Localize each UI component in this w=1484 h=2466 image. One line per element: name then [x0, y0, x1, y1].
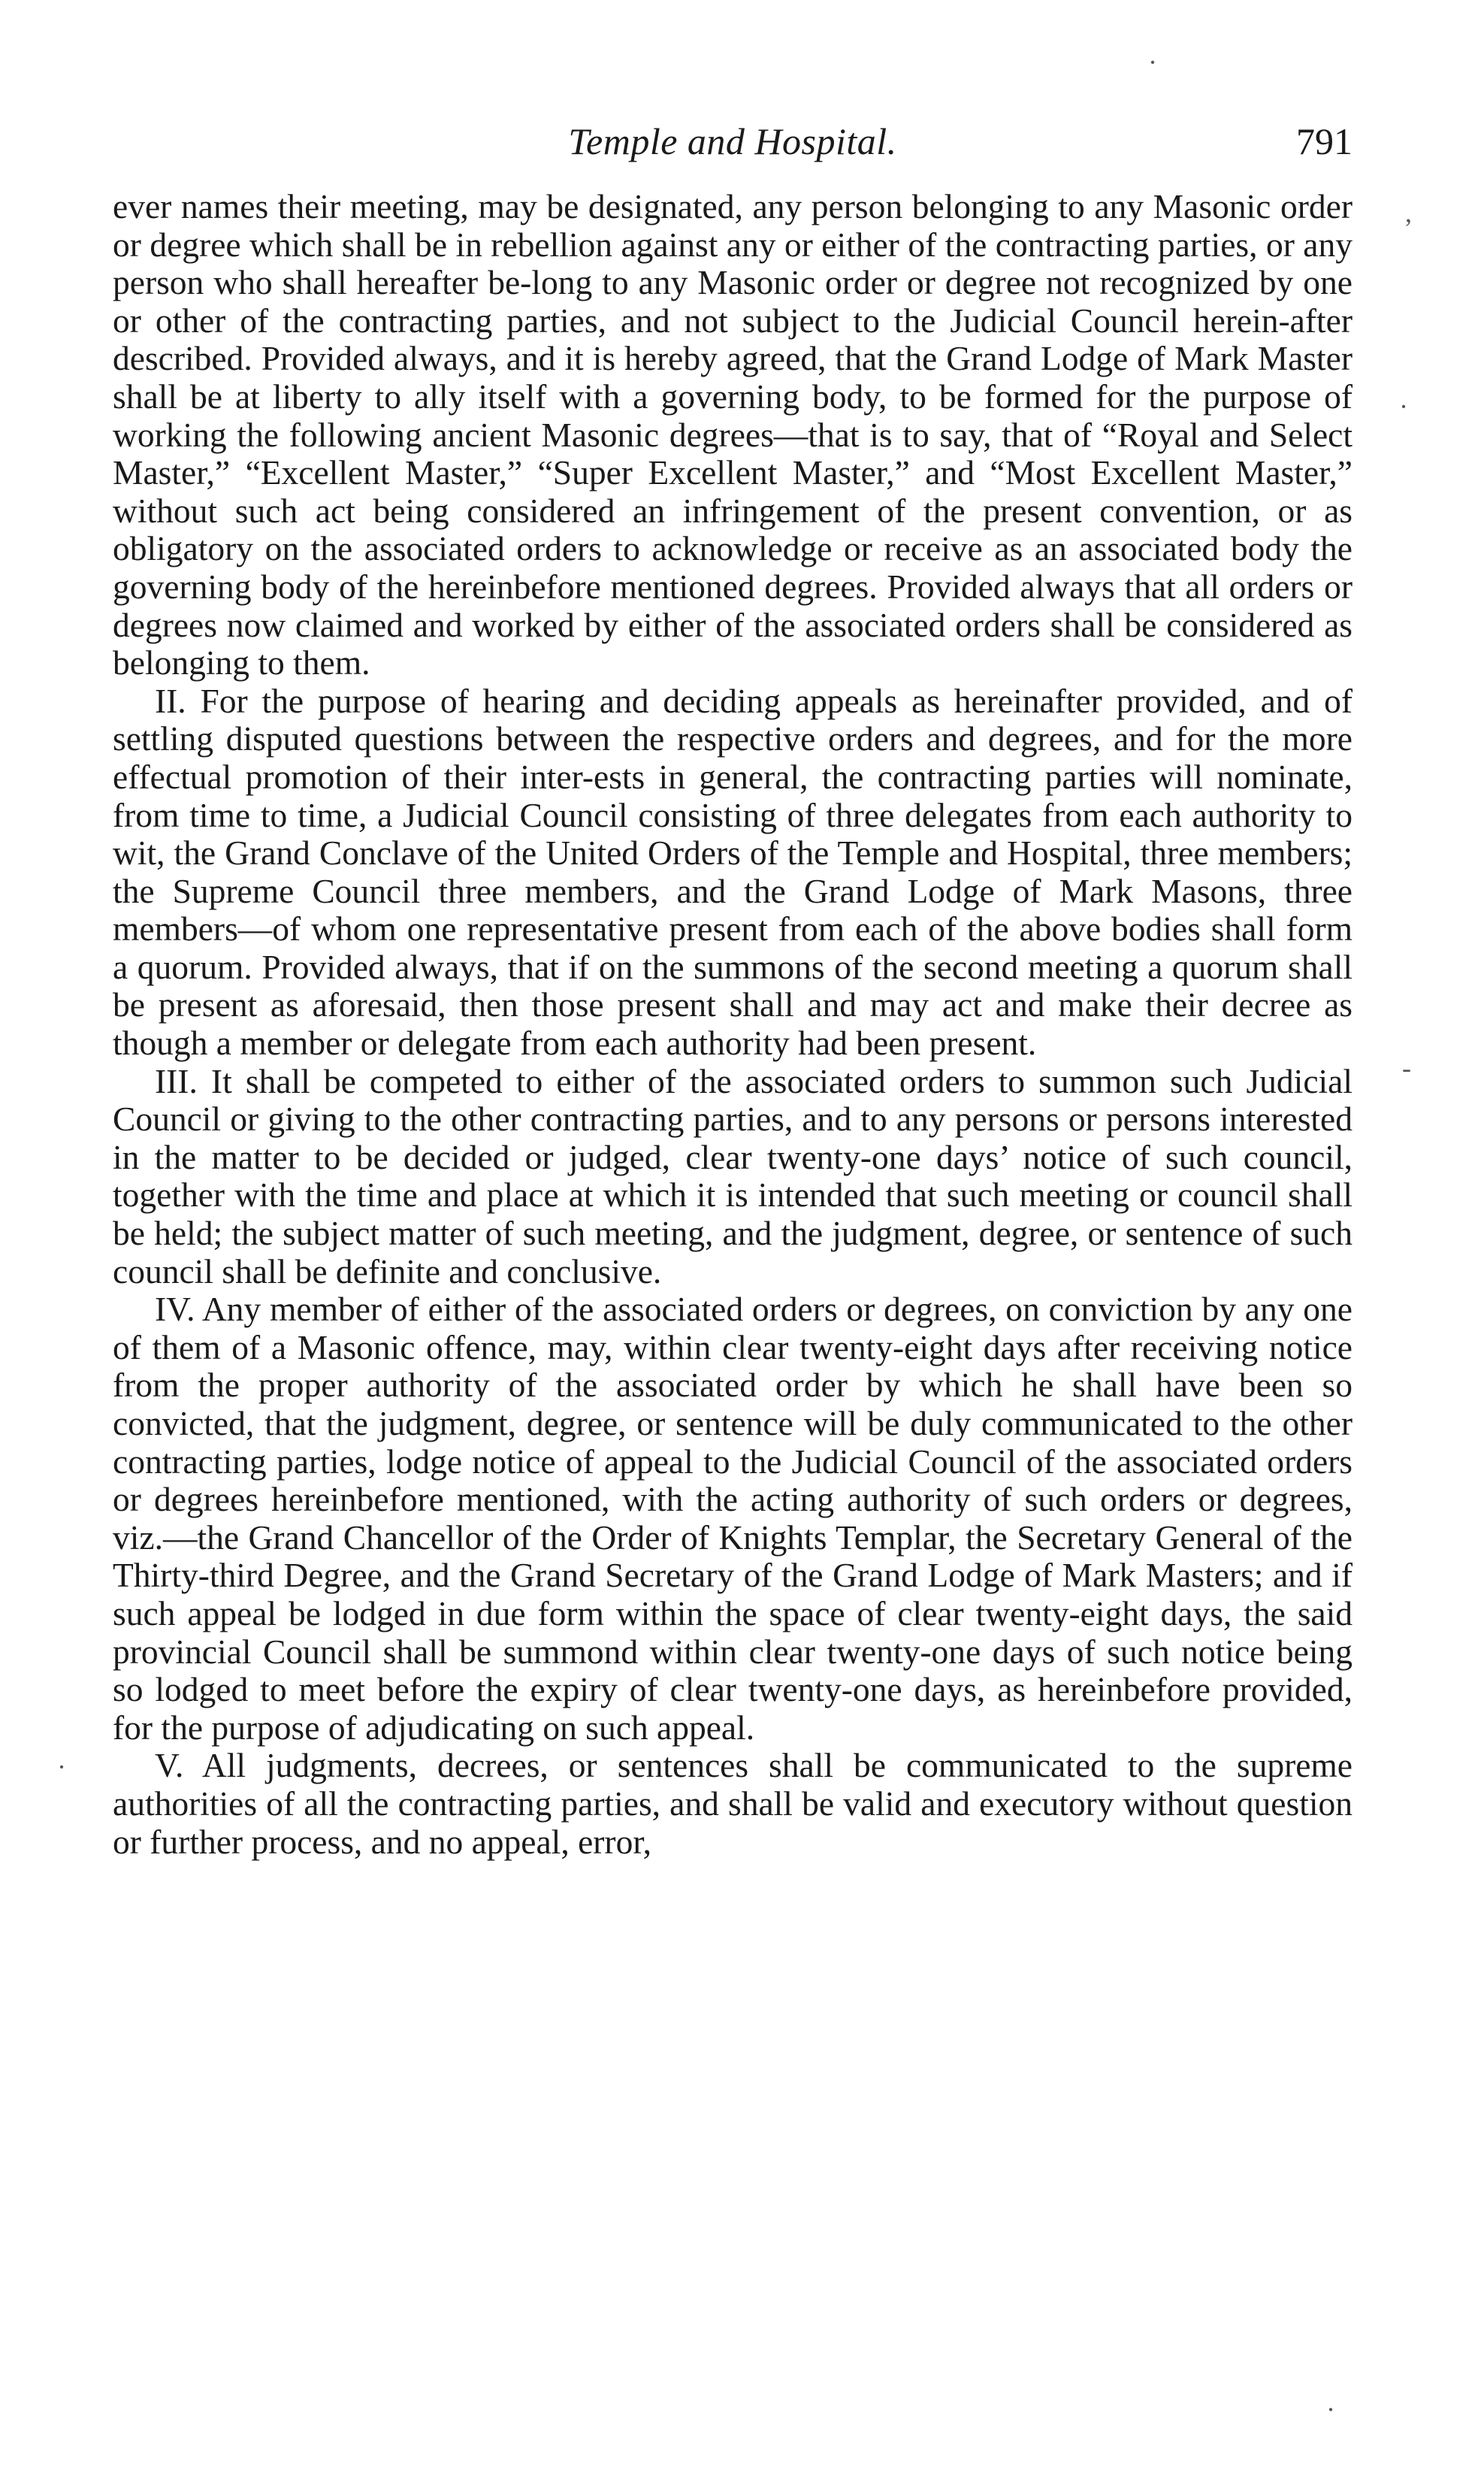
- paragraph-article-ii: II. For the purpose of hearing and deciding appeals as hereinafter provided, and of settling disputed questions between the respective orders and degrees, and for the more effectual promotion of their inter-ests in general, the contracting parties will nominate, from time to time, a Judicial Council consisting of three delegates from each authority to wit, the Grand Conclave of the United Orders of the Temple and Hospital, three members; the Supreme Council three members, and the Grand Lodge of Mark Masons, three members—of whom one representative present from each of the above bodies shall form a quorum. Provided always, that if on the summons of the second meeting a quorum shall be present as aforesaid, then those present shall and may act and make their decree as though a member or delegate from each authority had been present.: [113, 681, 1353, 1063]
- body-text: [113, 188, 1353, 1861]
- margin-speck-mark: ,: [1405, 198, 1412, 228]
- page-header: [113, 111, 1353, 171]
- running-title: Temple and Hospital.: [568, 120, 897, 162]
- margin-speck-mark: ·: [1326, 2395, 1335, 2425]
- paragraph-continuation: ever names their meeting, may be designated, any person belonging to any Masonic order or degree which shall be in rebellion against any or either of the contracting parties, or any person who shall hereafter be-long to any Masonic order or degree not recognized by one or other of the contracting parties, and not subject to the Judicial Council herein-after described. Provided always, and it is hereby agreed, that the Grand Lodge of Mark Master shall be at liberty to ally itself with a governing body, to be formed for the purpose of working the following ancient Masonic degrees—that is to say, that of “Royal and Select Master,” “Excellent Master,” “Super Excellent Master,” and “Most Excellent Master,” without such act being considered an infringement of the present convention, or as obligatory on the associated orders to acknowledge or receive as an associated body the governing body of the hereinbefore mentioned degrees. Provided always that all orders or degrees now claimed and worked by either of the associated orders shall be considered as belonging to them.: [113, 187, 1353, 682]
- paragraph-article-v: V. All judgments, decrees, or sentences shall be communicated to the supreme authorities of all the contracting parties, and shall be valid and executory without question or further process, and no appeal, error,: [113, 1746, 1353, 1861]
- page-number: 791: [1296, 120, 1353, 162]
- paragraph-article-iii: III. It shall be competed to either of the associated orders to summon such Judicial Council or giving to the other contracting parties, and to any persons or persons interested in the matter to be decided or judged, clear twenty-one days’ notice of such council, together with the time and place at which it is intended that such meeting or council shall be held; the subject matter of such meeting, and the judgment, degree, or sentence of such council shall be definite and conclusive.: [113, 1061, 1353, 1290]
- margin-speck-mark: -: [1402, 1053, 1411, 1083]
- margin-speck-mark: ·: [1399, 392, 1408, 422]
- paragraph-article-iv: IV. Any member of either of the associated orders or degrees, on conviction by any one of them of a Masonic offence, may, within clear twenty-eight days after receiving notice from the proper authority of the associated order by which he shall have been so convicted, that the judgment, degree, or sentence will be duly communicated to the other contracting parties, lodge notice of appeal to the Judicial Council of the associated orders or degrees hereinbefore mentioned, with the acting authority of such orders or degrees, viz.—the Grand Chancellor of the Order of Knights Templar, the Secretary General of the Thirty-third Degree, and the Grand Secretary of the Grand Lodge of Mark Masters; and if such appeal be lodged in due form within the space of clear twenty-eight days, the said provincial Council shall be summond within clear twenty-one days of such notice being so lodged to meet before the expiry of clear twenty-one days, as hereinbefore provided, for the purpose of adjudicating on such appeal.: [113, 1290, 1353, 1747]
- margin-speck-mark: ·: [1148, 47, 1157, 77]
- margin-speck-mark: ·: [57, 1752, 66, 1782]
